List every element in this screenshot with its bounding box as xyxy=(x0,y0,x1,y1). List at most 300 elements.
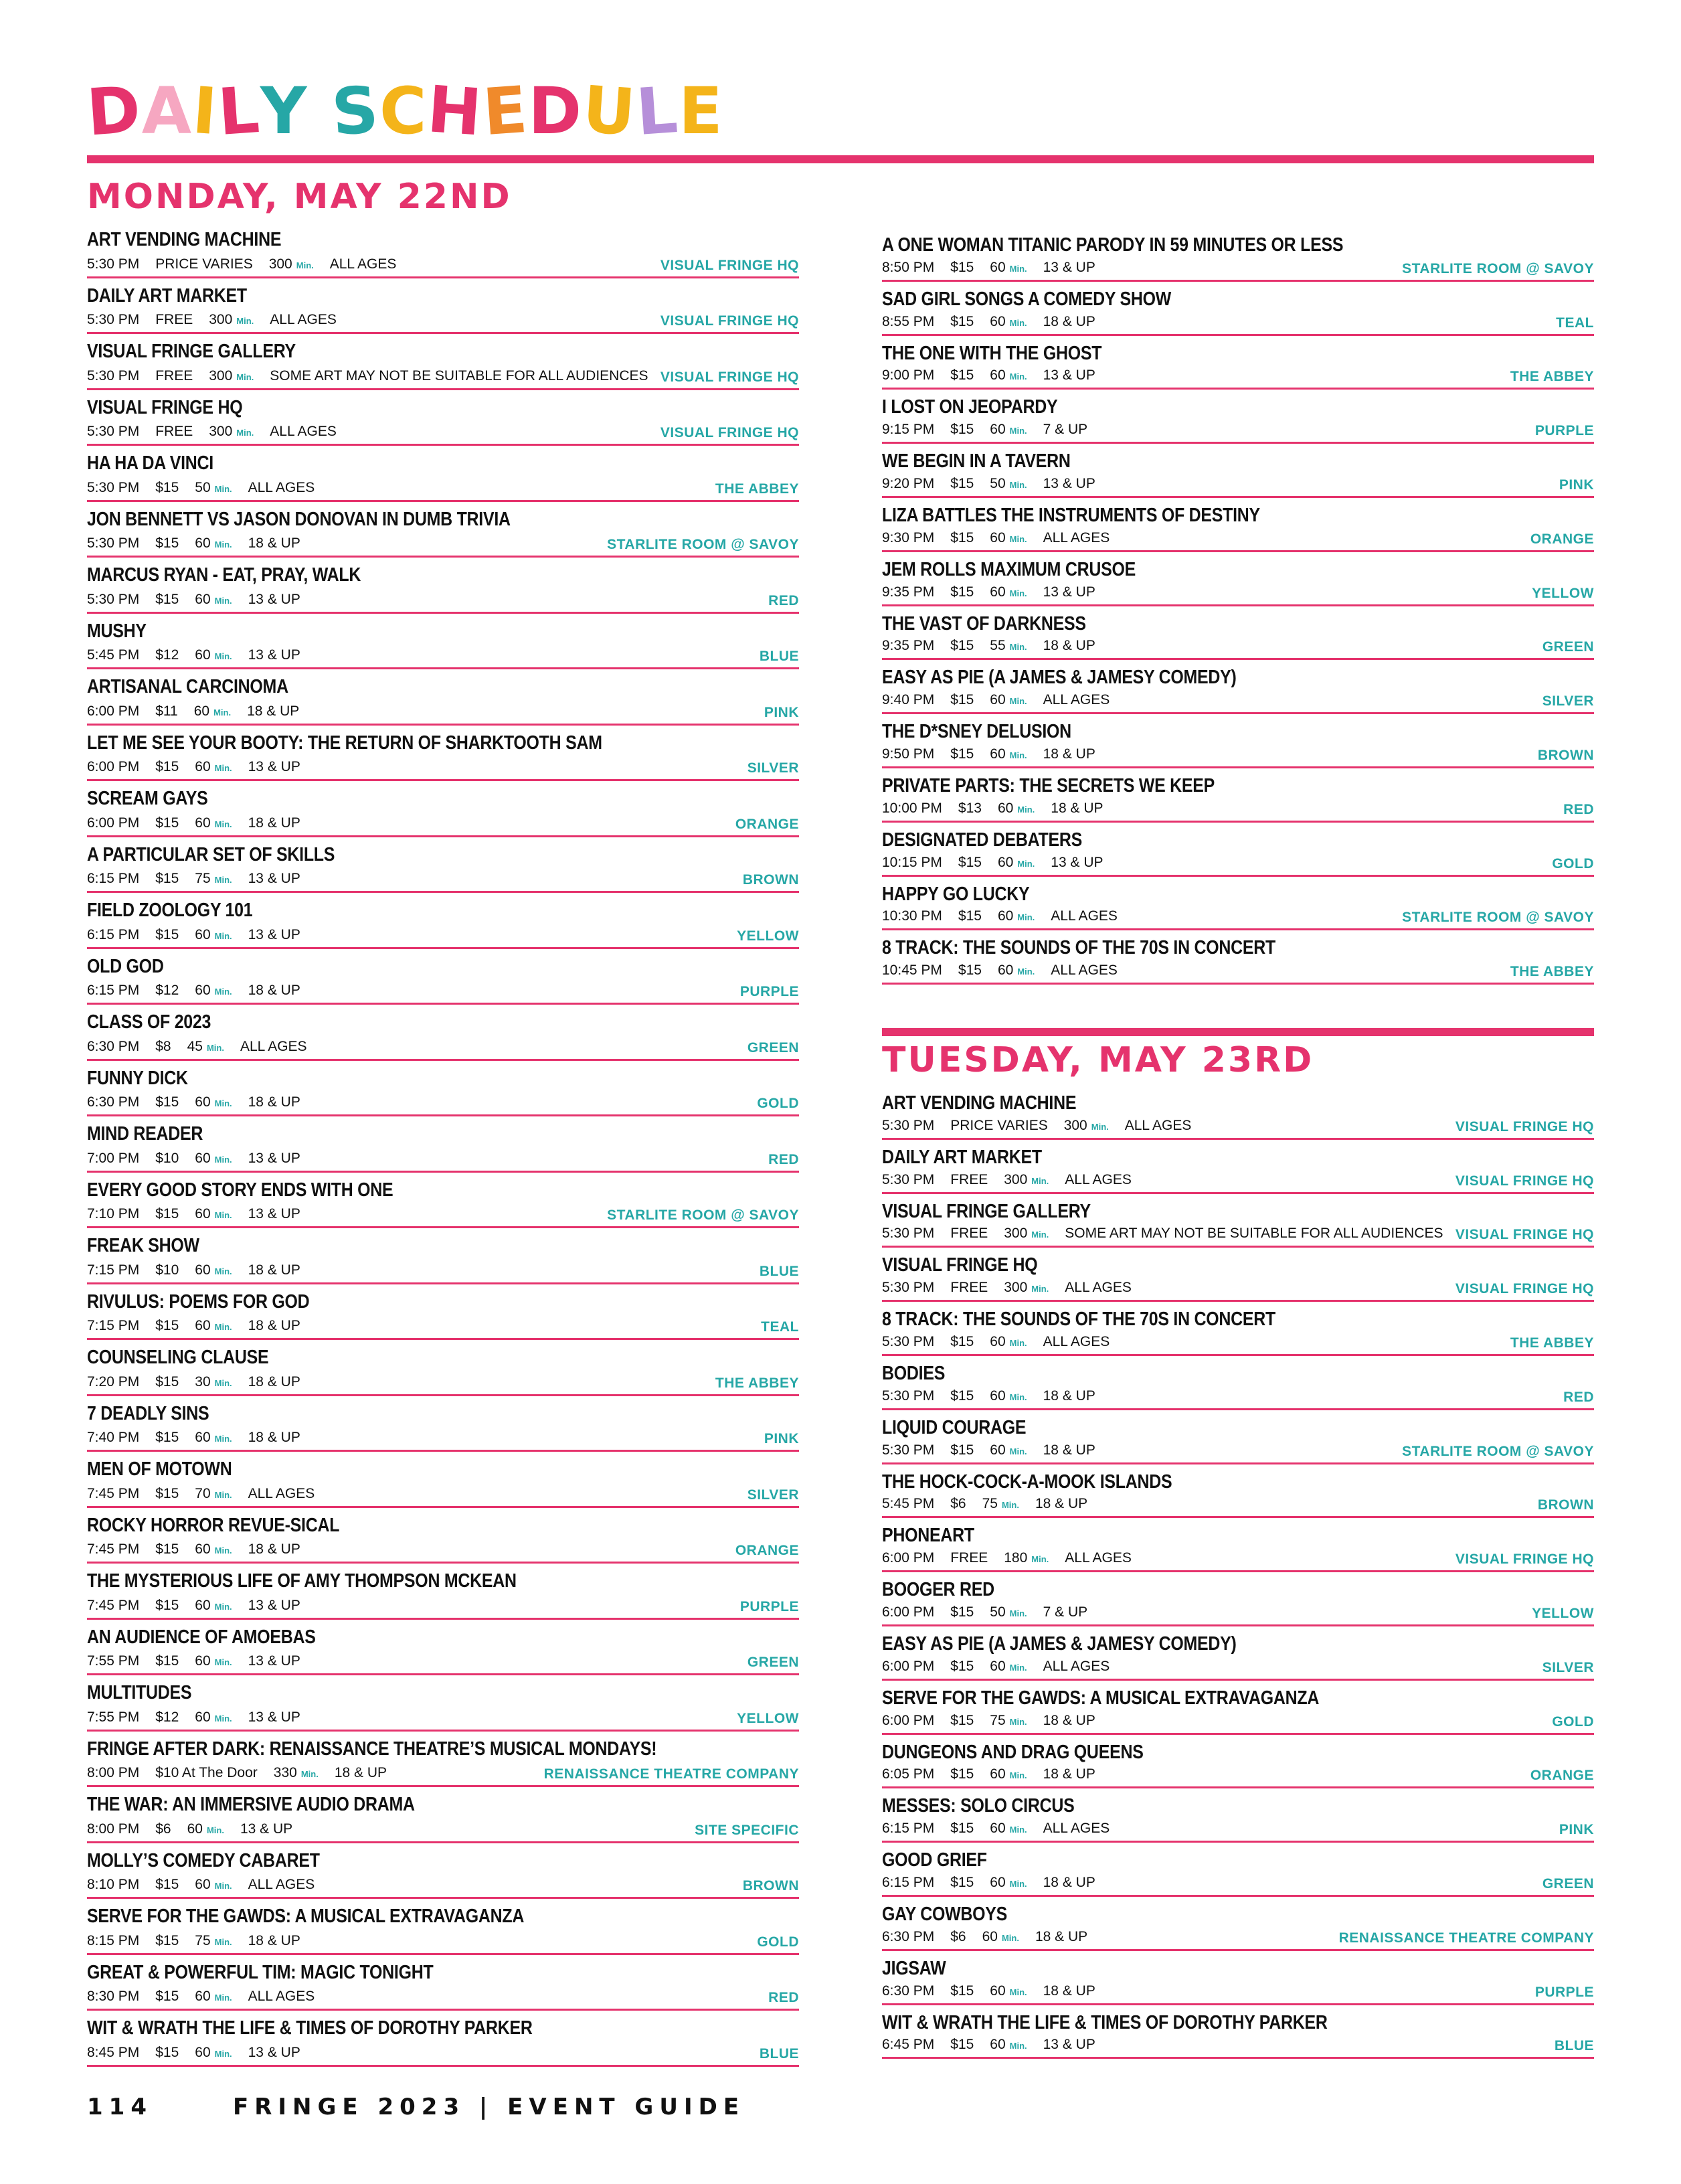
event-price: $10 xyxy=(155,1150,179,1166)
minutes-label: Min. xyxy=(1009,1716,1027,1727)
event-time: 5:30 PM xyxy=(882,1171,935,1187)
event-venue: THE ABBEY xyxy=(715,1375,799,1391)
event-venue: GREEN xyxy=(747,1039,799,1056)
event-meta xyxy=(87,1653,317,1671)
event-row xyxy=(87,1508,799,1564)
event-duration-value: 60 xyxy=(990,584,1006,600)
event-time: 5:30 PM xyxy=(882,1333,935,1349)
event-duration-value: 60 xyxy=(195,1597,211,1613)
event-time: 6:15 PM xyxy=(882,1874,935,1890)
title-letter: Y xyxy=(260,74,308,149)
event-venue: SILVER xyxy=(1542,693,1594,709)
event-age: 18 & UP xyxy=(1043,1388,1095,1404)
event-title: DESIGNATED DEBATERS xyxy=(882,829,1083,851)
event-price: $15 xyxy=(950,1712,974,1728)
event-venue: BROWN xyxy=(1537,747,1594,763)
event-duration xyxy=(209,368,254,386)
event-duration-value: 60 xyxy=(990,259,1006,275)
event-row xyxy=(882,877,1594,931)
event-duration-value: 60 xyxy=(990,367,1006,384)
minutes-label: Min. xyxy=(214,1993,232,2003)
event-age: 18 & UP xyxy=(248,1373,300,1390)
event-price: PRICE VARIES xyxy=(155,256,253,272)
event-duration-value: 60 xyxy=(990,313,1006,329)
event-duration-value: 60 xyxy=(195,591,211,607)
event-title: EASY AS PIE (A JAMES & JAMESY COMEDY) xyxy=(882,667,1237,689)
event-venue: RED xyxy=(768,1151,799,1167)
title-letter: L xyxy=(634,72,681,151)
event-age: 13 & UP xyxy=(248,1597,300,1613)
event-duration-value: 60 xyxy=(990,1388,1006,1404)
title-letter: H xyxy=(425,72,486,151)
event-age: 18 & UP xyxy=(248,1541,300,1557)
minutes-label: Min. xyxy=(214,1713,232,1724)
event-title: ARTISANAL CARCINOMA xyxy=(87,676,288,697)
event-row xyxy=(87,446,799,502)
minutes-label: Min. xyxy=(1009,263,1027,274)
event-price: $15 xyxy=(155,479,179,495)
event-duration xyxy=(990,2037,1027,2054)
minutes-label: Min. xyxy=(1091,1121,1109,1132)
event-meta xyxy=(87,983,317,1000)
event-price: $15 xyxy=(155,1653,179,1669)
event-price: $12 xyxy=(155,1709,179,1725)
event-age: 13 & UP xyxy=(248,591,300,607)
event-price: $15 xyxy=(155,1373,179,1390)
event-time: 8:45 PM xyxy=(87,2044,140,2060)
event-duration xyxy=(990,530,1027,548)
event-venue: STARLITE ROOM @ SAVOY xyxy=(1402,910,1594,926)
event-time: 8:50 PM xyxy=(882,259,935,275)
event-time: 6:00 PM xyxy=(87,815,140,831)
minutes-label: Min. xyxy=(214,1936,232,1947)
event-age: 18 & UP xyxy=(248,1318,300,1333)
event-venue: ORANGE xyxy=(735,1543,799,1558)
event-row xyxy=(87,1228,799,1284)
event-row xyxy=(882,1194,1594,1248)
event-duration-value: 50 xyxy=(990,1604,1006,1620)
event-venue: STARLITE ROOM @ SAVOY xyxy=(1402,1443,1594,1459)
event-age: SOME ART MAY NOT BE SUITABLE FOR ALL AUDIENCES xyxy=(270,367,648,384)
event-venue: GREEN xyxy=(1542,639,1594,655)
event-row xyxy=(87,1899,799,1955)
event-meta xyxy=(87,480,331,497)
event-venue: GOLD xyxy=(1552,1713,1594,1730)
event-title: RIVULUS: POEMS FOR GOD xyxy=(87,1290,310,1313)
event-price: $15 xyxy=(155,926,179,942)
event-meta xyxy=(882,1334,1126,1351)
event-row xyxy=(87,1116,799,1173)
event-duration xyxy=(990,260,1027,277)
event-time: 6:30 PM xyxy=(882,1928,935,1944)
event-row xyxy=(882,498,1594,552)
event-row xyxy=(882,282,1594,336)
event-title: SAD GIRL SONGS A COMEDY SHOW xyxy=(882,288,1172,310)
minutes-label: Min. xyxy=(1009,317,1027,328)
event-duration xyxy=(990,1821,1027,1838)
monday-column xyxy=(87,175,799,2067)
minutes-label: Min. xyxy=(1017,804,1035,815)
event-row xyxy=(87,558,799,614)
event-title: JEM ROLLS MAXIMUM CRUSOE xyxy=(882,558,1136,580)
event-duration xyxy=(209,424,254,441)
event-venue: VISUAL FRINGE HQ xyxy=(660,257,799,273)
event-list-monday-continued xyxy=(882,228,1594,985)
minutes-label: Min. xyxy=(1009,588,1027,598)
event-duration xyxy=(195,535,232,553)
minutes-label: Min. xyxy=(214,2048,232,2059)
event-time: 7:55 PM xyxy=(87,1653,140,1669)
event-meta xyxy=(882,584,1112,602)
event-price: $15 xyxy=(155,1430,179,1445)
minutes-label: Min. xyxy=(214,651,232,661)
event-price: $11 xyxy=(155,703,178,719)
event-venue: THE ABBEY xyxy=(1510,369,1594,385)
minutes-label: Min. xyxy=(236,428,254,438)
event-price: PRICE VARIES xyxy=(950,1117,1048,1133)
event-age: ALL AGES xyxy=(248,1989,315,2004)
event-duration xyxy=(195,1877,232,1894)
minutes-label: Min. xyxy=(1009,1987,1027,1997)
minutes-label: Min. xyxy=(214,819,232,829)
event-duration-value: 60 xyxy=(195,1653,211,1669)
event-price: $15 xyxy=(950,746,974,762)
event-duration xyxy=(998,801,1035,818)
event-age: ALL AGES xyxy=(248,1485,315,1501)
minutes-label: Min. xyxy=(214,1545,232,1556)
minutes-label: Min. xyxy=(1009,1337,1027,1348)
event-price: $15 xyxy=(155,1541,179,1557)
minutes-label: Min. xyxy=(1009,1770,1027,1781)
event-duration xyxy=(187,1821,224,1839)
event-row xyxy=(882,1626,1594,1681)
event-title: DAILY ART MARKET xyxy=(882,1146,1042,1168)
minutes-label: Min. xyxy=(1001,1932,1019,1943)
event-time: 5:30 PM xyxy=(87,479,140,495)
event-duration-value: 60 xyxy=(990,1333,1006,1349)
minutes-label: Min. xyxy=(214,1210,232,1220)
event-time: 5:30 PM xyxy=(882,1226,935,1242)
minutes-label: Min. xyxy=(214,1657,232,1667)
event-meta xyxy=(87,759,317,776)
event-time: 6:00 PM xyxy=(87,703,140,719)
event-venue: PURPLE xyxy=(1534,1984,1594,2000)
event-row xyxy=(882,823,1594,877)
event-meta xyxy=(882,855,1120,872)
event-age: ALL AGES xyxy=(1043,692,1110,708)
event-age: ALL AGES xyxy=(1043,1333,1110,1349)
event-time: 6:15 PM xyxy=(87,926,140,942)
event-venue: STARLITE ROOM @ SAVOY xyxy=(607,1207,799,1223)
event-meta xyxy=(87,871,317,888)
page-number: 114 xyxy=(87,2094,153,2120)
title-letter: E xyxy=(480,72,531,151)
event-duration xyxy=(990,692,1027,709)
event-duration xyxy=(195,927,232,944)
event-price: $15 xyxy=(958,962,982,979)
event-duration xyxy=(274,1765,319,1782)
event-time: 5:30 PM xyxy=(882,1388,935,1404)
event-row xyxy=(87,726,799,782)
event-age: 13 & UP xyxy=(248,2044,300,2060)
event-time: 8:15 PM xyxy=(87,1932,140,1948)
event-title: MEN OF MOTOWN xyxy=(87,1458,232,1480)
event-duration xyxy=(990,367,1027,385)
event-row xyxy=(882,228,1594,282)
minutes-label: Min. xyxy=(214,1489,232,1500)
event-duration xyxy=(195,871,232,888)
event-duration-value: 60 xyxy=(982,1928,998,1944)
event-duration-value: 300 xyxy=(1004,1226,1028,1242)
event-venue: BROWN xyxy=(1537,1497,1594,1513)
event-time: 8:00 PM xyxy=(87,1765,140,1780)
event-row xyxy=(882,1356,1594,1410)
event-age: 18 & UP xyxy=(1043,1442,1095,1458)
event-meta xyxy=(87,1765,403,1782)
event-price: $15 xyxy=(950,1766,974,1782)
event-title: JIGSAW xyxy=(882,1957,946,1979)
event-row xyxy=(87,781,799,837)
event-duration-value: 60 xyxy=(990,1658,1006,1674)
section-divider xyxy=(882,1028,1594,1036)
event-duration-value: 75 xyxy=(195,1932,211,1948)
event-meta xyxy=(87,1541,317,1559)
event-age: 13 & UP xyxy=(248,926,300,942)
event-age: 18 & UP xyxy=(248,1932,300,1948)
event-meta xyxy=(882,530,1126,548)
event-row xyxy=(87,1452,799,1508)
event-row xyxy=(87,893,799,949)
minutes-label: Min. xyxy=(1031,1230,1049,1240)
event-venue: PURPLE xyxy=(1534,423,1594,439)
event-row xyxy=(87,1284,799,1341)
minutes-label: Min. xyxy=(213,707,232,718)
event-age: 18 & UP xyxy=(1035,1928,1088,1944)
event-duration-value: 50 xyxy=(990,475,1006,491)
title-letter: D xyxy=(84,72,145,151)
event-age: ALL AGES xyxy=(270,312,337,327)
event-meta xyxy=(882,1442,1112,1460)
event-duration-value: 60 xyxy=(990,746,1006,762)
event-meta xyxy=(87,703,315,721)
event-venue: TEAL xyxy=(761,1319,799,1335)
event-price: $15 xyxy=(155,2044,179,2060)
event-meta xyxy=(882,1118,1207,1135)
event-row xyxy=(87,1787,799,1843)
event-row xyxy=(87,2011,799,2067)
event-time: 8:55 PM xyxy=(882,313,935,329)
event-duration-value: 60 xyxy=(195,2044,211,2060)
event-duration-value: 60 xyxy=(990,1766,1006,1782)
event-title: SERVE FOR THE GAWDS: A MUSICAL EXTRAVAGANZA xyxy=(87,1906,525,1927)
event-price: $15 xyxy=(950,1604,974,1620)
event-price: $15 xyxy=(950,475,974,491)
event-venue: RED xyxy=(1563,801,1594,817)
event-title: LIQUID COURAGE xyxy=(882,1416,1027,1438)
event-time: 6:00 PM xyxy=(882,1658,935,1674)
title-letter: E xyxy=(679,74,724,149)
event-age: 13 & UP xyxy=(1043,259,1095,275)
event-venue: SILVER xyxy=(1542,1659,1594,1675)
event-row xyxy=(882,2005,1594,2060)
event-duration xyxy=(195,1709,232,1727)
minutes-label: Min. xyxy=(1009,1662,1027,1673)
event-venue: BROWN xyxy=(742,872,799,888)
minutes-label: Min. xyxy=(236,371,254,382)
event-duration-value: 60 xyxy=(997,800,1014,816)
event-venue: VISUAL FRINGE HQ xyxy=(660,369,799,385)
event-row xyxy=(87,1620,799,1676)
minutes-label: Min. xyxy=(214,1154,232,1165)
event-duration xyxy=(195,1598,232,1615)
event-price: $15 xyxy=(950,2037,974,2053)
event-duration xyxy=(195,759,232,776)
event-time: 9:20 PM xyxy=(882,475,935,491)
event-time: 9:15 PM xyxy=(882,422,935,438)
event-price: $15 xyxy=(950,529,974,545)
event-meta xyxy=(87,2045,317,2062)
event-row xyxy=(882,390,1594,444)
event-title: GOOD GRIEF xyxy=(882,1849,987,1871)
event-row xyxy=(882,1735,1594,1789)
event-title: FUNNY DICK xyxy=(87,1067,188,1089)
event-price: $13 xyxy=(958,800,982,816)
event-title: 8 TRACK: THE SOUNDS OF THE 70S IN CONCERT xyxy=(882,1309,1276,1331)
event-time: 9:50 PM xyxy=(882,746,935,762)
event-duration-value: 60 xyxy=(195,1150,211,1166)
minutes-label: Min. xyxy=(1017,858,1035,869)
event-meta xyxy=(87,1430,317,1447)
event-title: COUNSELING CLAUSE xyxy=(87,1347,269,1368)
event-duration xyxy=(1004,1172,1049,1189)
event-title: THE ONE WITH THE GHOST xyxy=(882,342,1102,364)
event-age: 18 & UP xyxy=(1043,638,1095,654)
event-price: $15 xyxy=(155,1206,179,1222)
minutes-label: Min. xyxy=(214,1881,232,1891)
event-venue: TEAL xyxy=(1556,315,1594,331)
event-meta xyxy=(87,1318,317,1335)
event-price: $15 xyxy=(950,313,974,329)
event-duration xyxy=(1004,1280,1049,1297)
event-age: 18 & UP xyxy=(1051,800,1103,816)
event-row xyxy=(882,1843,1594,1897)
event-duration-value: 60 xyxy=(195,759,211,774)
event-duration xyxy=(209,312,254,329)
event-venue: SILVER xyxy=(747,1487,799,1503)
event-venue: VISUAL FRINGE HQ xyxy=(660,313,799,329)
event-age: 18 & UP xyxy=(1043,1983,1095,1999)
event-title: HA HA DA VINCI xyxy=(87,452,213,474)
event-meta xyxy=(87,647,317,665)
event-age: ALL AGES xyxy=(1043,1658,1110,1674)
event-duration-value: 300 xyxy=(209,424,233,439)
event-meta xyxy=(87,1933,317,1950)
minutes-label: Min. xyxy=(1009,1392,1027,1402)
event-title: BOOGER RED xyxy=(882,1579,994,1601)
event-price: $15 xyxy=(155,1318,179,1333)
event-duration-value: 60 xyxy=(195,647,211,663)
event-venue: GOLD xyxy=(757,1934,799,1950)
minutes-label: Min. xyxy=(1009,371,1027,382)
event-duration-value: 60 xyxy=(997,962,1014,979)
event-row xyxy=(882,1681,1594,1735)
event-row xyxy=(882,336,1594,390)
event-duration xyxy=(998,962,1035,980)
title-letter: C xyxy=(379,74,428,149)
event-title: THE MYSTERIOUS LIFE OF AMY THOMPSON MCKEAN xyxy=(87,1570,517,1592)
minutes-label: Min. xyxy=(1017,912,1035,923)
event-age: 13 & UP xyxy=(248,759,300,774)
event-time: 6:00 PM xyxy=(882,1712,935,1728)
event-meta xyxy=(882,1875,1112,1892)
event-duration xyxy=(990,584,1027,602)
event-age: ALL AGES xyxy=(248,479,315,495)
minutes-label: Min. xyxy=(1009,1878,1027,1889)
event-time: 10:00 PM xyxy=(882,800,942,816)
event-price: $15 xyxy=(950,422,974,438)
event-venue: ORANGE xyxy=(1530,1768,1594,1784)
event-meta xyxy=(882,746,1112,764)
event-price: FREE xyxy=(155,424,193,439)
event-venue: PURPLE xyxy=(739,1598,799,1614)
event-duration xyxy=(195,647,232,665)
event-duration xyxy=(990,476,1027,493)
event-venue: THE ABBEY xyxy=(1510,1335,1594,1351)
event-title: MULTITUDES xyxy=(87,1682,192,1703)
minutes-label: Min. xyxy=(206,1042,224,1053)
event-title: MUSHY xyxy=(87,620,147,642)
event-time: 6:00 PM xyxy=(882,1550,935,1566)
event-duration-value: 60 xyxy=(990,1442,1006,1458)
event-duration xyxy=(990,1388,1027,1406)
event-title: PHONEART xyxy=(882,1525,974,1547)
event-row xyxy=(87,1396,799,1452)
event-duration xyxy=(990,1713,1027,1730)
event-row xyxy=(87,614,799,670)
event-age: 13 & UP xyxy=(248,1653,300,1669)
event-time: 7:15 PM xyxy=(87,1262,140,1278)
event-meta xyxy=(87,1374,317,1392)
day-heading-monday: MONDAY, MAY 22ND xyxy=(87,177,512,217)
event-venue: GOLD xyxy=(1552,855,1594,871)
event-title: A PARTICULAR SET OF SKILLS xyxy=(87,843,335,865)
event-venue: PURPLE xyxy=(739,984,799,999)
title-letter: I xyxy=(190,72,221,150)
event-title: A ONE WOMAN TITANIC PARODY IN 59 MINUTES OR LESS xyxy=(882,234,1344,256)
event-time: 9:00 PM xyxy=(882,367,935,384)
event-meta xyxy=(882,1550,1148,1568)
event-duration-value: 30 xyxy=(195,1373,211,1390)
event-age: ALL AGES xyxy=(240,1038,307,1054)
event-duration-value: 60 xyxy=(195,1709,211,1725)
event-venue: VISUAL FRINGE HQ xyxy=(1455,1173,1594,1189)
event-time: 6:15 PM xyxy=(87,871,140,886)
event-duration xyxy=(998,908,1035,926)
event-duration xyxy=(990,1983,1027,2001)
event-age: ALL AGES xyxy=(1065,1171,1132,1187)
event-title: THE VAST OF DARKNESS xyxy=(882,612,1086,635)
title-letter: D xyxy=(528,74,584,149)
event-row xyxy=(882,606,1594,661)
event-meta xyxy=(87,1821,308,1839)
minutes-label: Min. xyxy=(214,1601,232,1612)
event-duration xyxy=(990,1659,1027,1676)
event-row xyxy=(882,1951,1594,2005)
event-duration-value: 300 xyxy=(1004,1171,1028,1187)
event-price: $15 xyxy=(958,854,982,870)
event-age: ALL AGES xyxy=(1043,529,1110,545)
event-row xyxy=(87,837,799,894)
